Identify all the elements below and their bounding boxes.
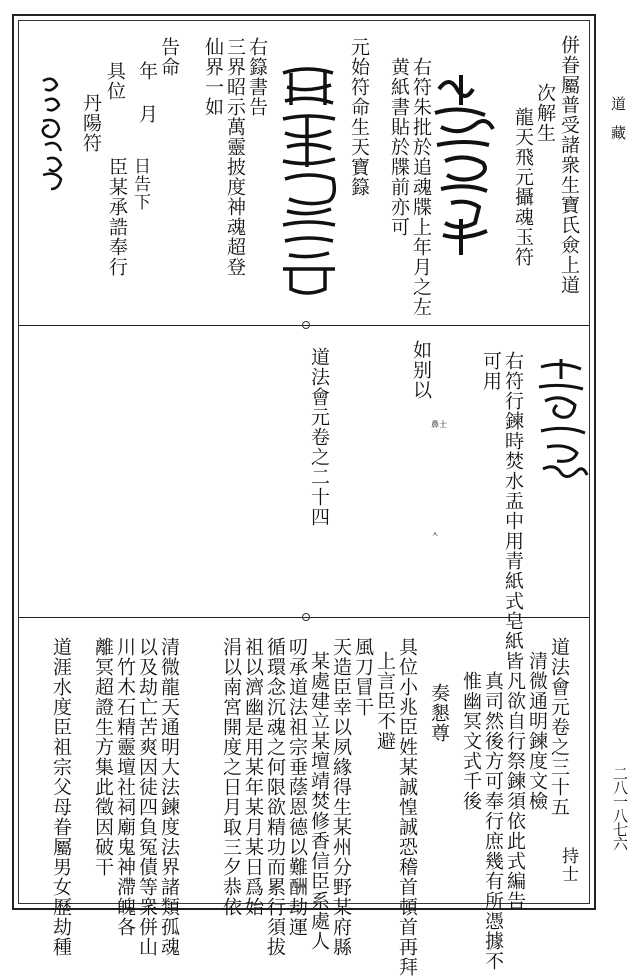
page-frame [12, 14, 596, 977]
sec1-line5: 黄紙書貼於牒前亦可 [388, 57, 410, 237]
sec3-title: 道法會元卷之三十五 [548, 637, 570, 817]
sec3-line19: 離冥超證生方集此徵因破干 [92, 637, 114, 877]
danyang-talisman [39, 75, 69, 195]
longtian-talisman [431, 69, 501, 259]
sec3-line4: 真司然後方可奉行庶幾有所憑據不 [482, 671, 504, 971]
sec3-line13: 循環念沉魂之何限欲精功而累行須拔 [264, 637, 286, 957]
sec2-mark: ㅅ [431, 530, 439, 539]
sec3-line6: 奏懇尊 [428, 683, 450, 743]
shengtian-seal-talisman [277, 63, 341, 299]
sec1-line11: 年 月 [136, 61, 158, 124]
sec1-line6: 元始符命生天寶籙 [348, 37, 370, 197]
page-marker-circle-2 [302, 613, 310, 621]
sec1-line15: 丹陽符 [80, 93, 102, 153]
sec1-line9: 仙界一如 [202, 37, 224, 117]
sec3-line12: 叨承道法祖宗垂蔭恩德以難酬劫運 [286, 637, 308, 937]
sec3-line15: 涓以南宮開度之日月取三夕恭依 [220, 637, 242, 917]
sec3-line3: 凡欲自行祭鍊須依此式編告 [504, 671, 526, 911]
sec1-line12: 日告下 [130, 157, 150, 211]
sec3-line2: 清微通明鍊度文檢 [526, 651, 548, 811]
sec1-line3: 龍天飛元攝魂玉符 [512, 107, 534, 267]
sec3-corner-note: 持士 [558, 847, 578, 883]
page-number: 二八一八七六 [611, 766, 629, 850]
page-marker-circle-1 [302, 321, 310, 329]
sec3-line10: 天造臣幸以夙緣得生某州分野某府縣 [330, 637, 352, 957]
sec1-title: 併眷屬普受諸衆生寶氏僉上道 [558, 35, 580, 295]
sec1-line2: 次解生 [534, 83, 556, 143]
sec1-line4: 右符朱批於追魂牒上年月之左 如别以 [410, 57, 432, 400]
sec2-line1: 右符行鍊時焚水盂中用青紙式皂紙皆 [502, 351, 524, 671]
sec1-line7: 右籙書告 [246, 37, 268, 117]
page-inner [18, 20, 590, 977]
book-name: 道藏 [609, 96, 627, 154]
sec3-line11: 某處建立某壇靖焚修香信臣系處人 [308, 651, 330, 951]
sec2-note1: 鼻士 [431, 420, 447, 429]
sec3-line8: 上言臣不避 [374, 651, 396, 751]
lian-talisman [535, 357, 591, 493]
sec2-line2: 可用 [480, 351, 502, 391]
sec3-line16: 清微龍天通明大法鍊度法界諸類孤魂 [158, 637, 180, 957]
sec1-line14: 臣某承誥奉行 [106, 157, 128, 277]
sec3-line7: 具位小兆臣姓某誠惶誠恐稽首頓首再拜 [396, 637, 418, 977]
sec1-line10: 告命 [158, 37, 180, 77]
sec3-line9: 風刀冒干 [352, 637, 374, 717]
sec3-line17: 以及劫亡苦爽因徒四負冤債等衆併山 [136, 637, 158, 957]
sec2-line3: 道法會元卷之二十四 [308, 347, 330, 527]
sec3-line18: 川竹木石精靈壇社祠廟鬼神滯魄各 [114, 637, 136, 937]
sec3-line14: 祖以濟幽是用某年某月某日爲始 [242, 637, 264, 917]
sec1-line13: 具位 [104, 61, 126, 101]
sec3-line5: 惟幽冥文式千後 [460, 671, 482, 811]
sec1-line8: 三界昭示萬靈披度神魂超登 [224, 37, 246, 277]
sec3-line20: 道涯水度臣祖宗父母眷屬男女歷劫種 [50, 637, 72, 957]
